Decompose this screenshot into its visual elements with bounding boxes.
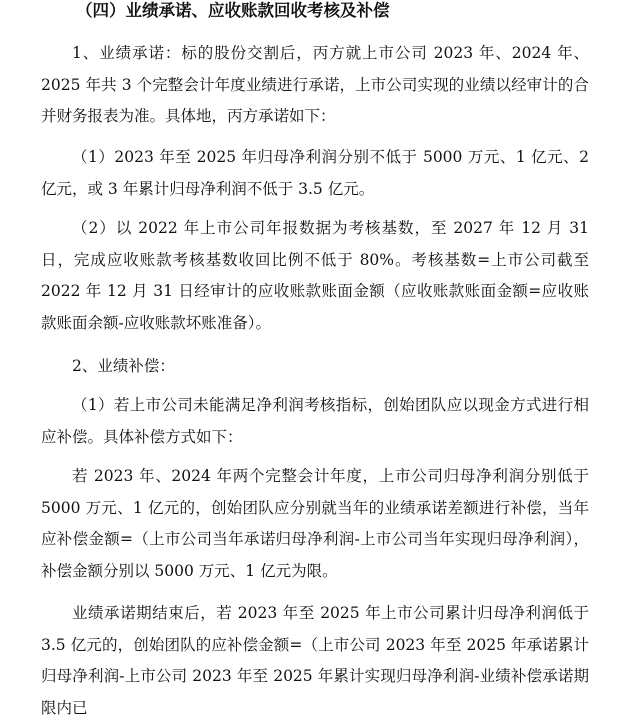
annual-compensation-paragraph: 若 2023 年、2024 年两个完整会计年度，上市公司归母净利润分别低于 5000 万元、1 亿元的，创始团队应分别就当年的业绩承诺差额进行补偿，当年应补偿金额=（上市公司当年承诺归母净利润-上市公司当年实现归母净利润），补偿金额分别以 5000 万元、1 亿元为限。 [41,467,589,580]
cumulative-compensation-paragraph: 业绩承诺期结束后，若 2023 年至 2025 年上市公司累计归母净利润低于 3.5 亿元的，创始团队的应补偿金额=（上市公司 2023 年至 2025 年承诺累计归母净利润-上市公司 2023 年至 2025 年累计实现归母净利润-业绩补偿承诺期限内已 [41,604,589,717]
net-profit-compensation-item: （1）若上市公司未能满足净利润考核指标，创始团队应以现金方式进行相应补偿。具体补偿方式如下： [41,396,589,446]
receivables-collection-item: （2）以 2022 年上市公司年报数据为考核基数，至 2027 年 12 月 31 日，完成应收账款考核基数收回比例不低于 80%。考核基数=上市公司截至 2022 年 12 月 31 日经审计的应收账款账面金额（应收账款账面金额=应收账款账面余额-应收账款坏账准备）。 [41,219,589,332]
performance-compensation-heading: 2、业绩补偿： [72,357,175,375]
net-profit-commitment-item: （1）2023 年至 2025 年归母净利润分别不低于 5000 万元、1 亿元、2 亿元，或 3 年累计归母净利润不低于 3.5 亿元。 [41,148,589,198]
section-heading: （四）业绩承诺、应收账款回收考核及补偿 [76,1,390,20]
performance-commitment-paragraph: 1、业绩承诺：标的股份交割后，丙方就上市公司 2023 年、2024 年、2025 年共 3 个完整会计年度业绩进行承诺，上市公司实现的业绩以经审计的合并财务报表为准。具体地，丙方承诺如下： [41,44,589,125]
